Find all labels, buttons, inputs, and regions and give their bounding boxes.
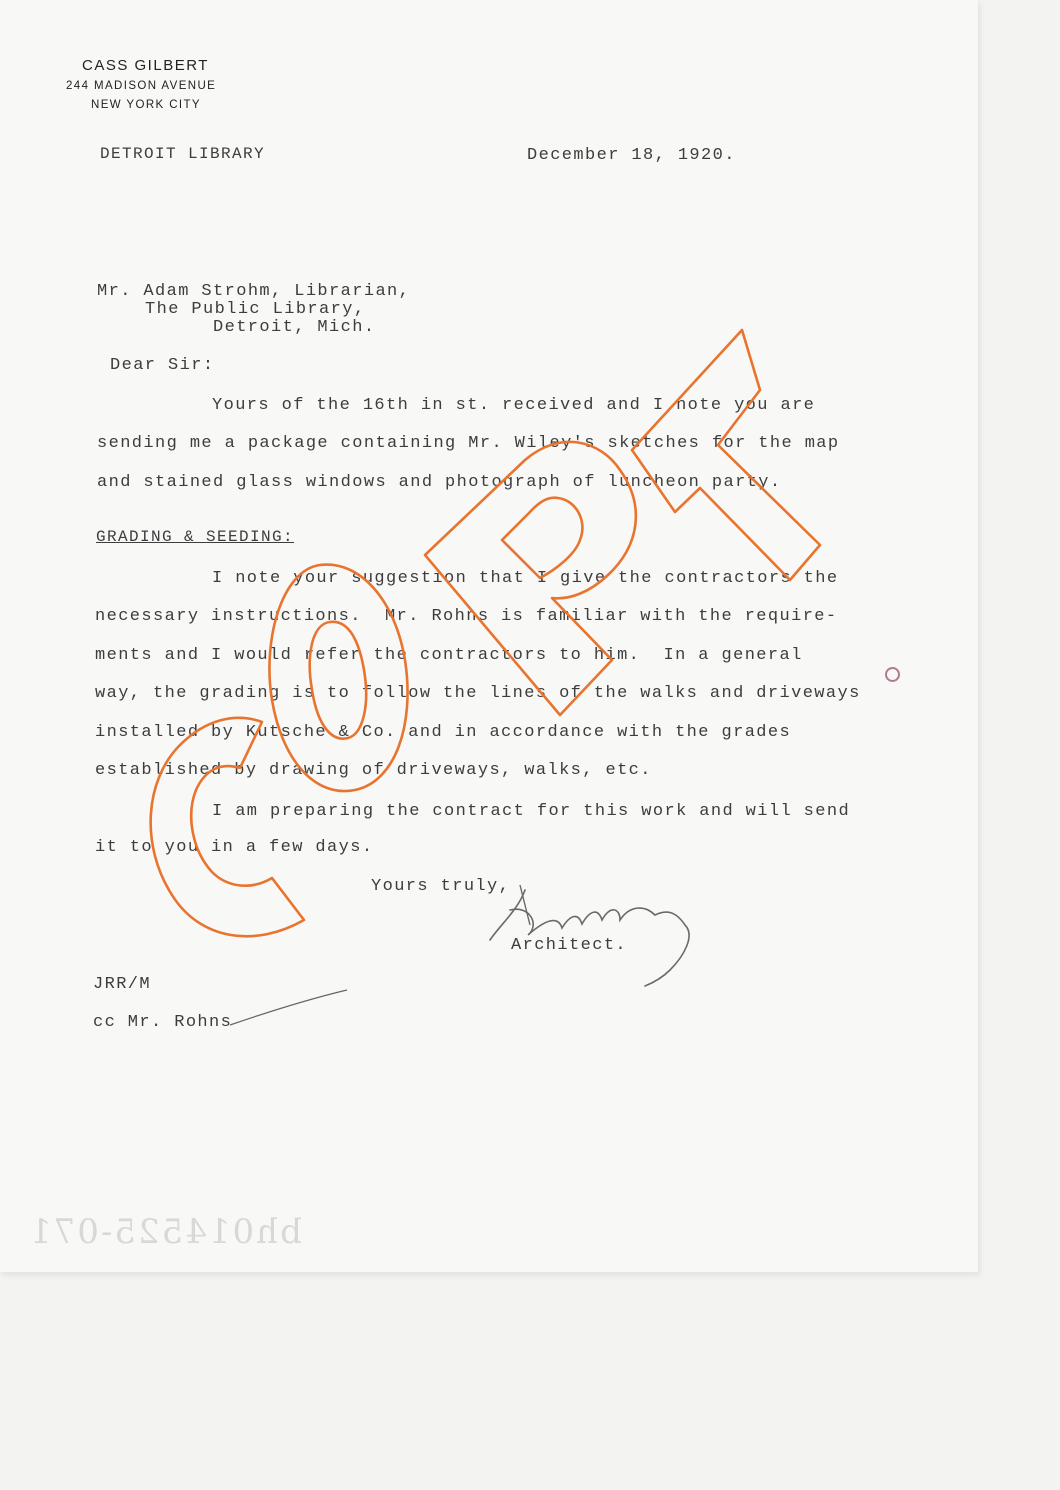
paragraph1-line-1: Yours of the 16th in st. received and I note you are [212,396,816,415]
recipient-line-2: The Public Library, [145,300,366,319]
archive-number: bh014525-071 [28,1212,302,1252]
letterhead-name: CASS GILBERT [82,57,209,74]
section-heading: GRADING & SEEDING: [96,528,295,546]
stamp-letter-o [269,565,407,791]
letterhead-city: NEW YORK CITY [91,99,201,111]
paragraph2-line-2: necessary instructions. Mr. Rohns is familiar with the require- [95,607,838,626]
paragraph2-line-4: way, the grading is to follow the lines of the walks and driveways [95,684,861,703]
salutation: Dear Sir: [110,356,215,375]
recipient-line-1: Mr. Adam Strohm, Librarian, [97,282,411,301]
letterhead-address: 244 MADISON AVENUE [66,80,217,92]
paragraph3-line-1: I am preparing the contract for this work and will send [212,802,851,821]
paragraph2-line-6: established by drawing of driveways, walks, etc. [95,761,652,780]
recipient-line-3: Detroit, Mich. [213,318,376,337]
closing: Yours truly, [371,877,511,896]
typist-initials: JRR/M [93,975,152,994]
stamp-letter-p [425,442,636,715]
paragraph3-line-2: it to you in a few days. [95,838,374,857]
stamp-letter-y [632,330,820,580]
letter-date: December 18, 1920. [527,146,736,165]
paragraph2-line-3: ments and I would refer the contractors to him. In a general [95,646,803,665]
stamp-letter-c [151,718,304,936]
paragraph1-line-3: and stained glass windows and photograph of luncheon party. [97,473,782,492]
signer-title: Architect. [511,936,628,955]
paragraph2-line-1: I note your suggestion that I give the contractors the [212,569,839,588]
paragraph1-line-2: sending me a package containing Mr. Wiley's sketches for the map [97,434,840,453]
paragraph2-line-5: installed by Kutsche & Co. and in accordance with the grades [95,723,792,742]
carbon-copy: cc Mr. Rohns [93,1013,233,1032]
subject-line: DETROIT LIBRARY [100,145,266,163]
